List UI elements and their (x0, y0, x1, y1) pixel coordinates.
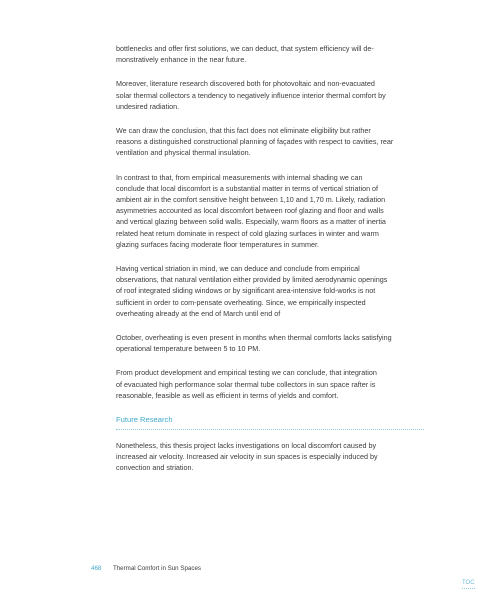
page-footer (91, 565, 201, 573)
paragraph-product-development (116, 367, 434, 401)
text-line: reasons a distinguished constructional planning of façades with respect to cavities, rear (116, 137, 394, 147)
text-line: solar thermal collectors a tendency to negatively influence interior thermal comfort by (116, 90, 386, 100)
text-line: Having vertical striation in mind, we can deduce and conclude from empirical (116, 264, 360, 274)
text-line: convection and striation. (116, 463, 194, 473)
section-divider (116, 429, 424, 430)
text-line: In contrast to that, from empirical measurements with internal shading we can (116, 172, 363, 182)
page-number: 468 (91, 565, 102, 572)
future-research-heading: Future Research (116, 415, 173, 425)
text-line: Nonetheless, this thesis project lacks investigations on local discomfort caused by (116, 441, 377, 451)
text-line: From product development and empirical testing we can conclude, that integration (116, 368, 377, 378)
text-line: overheating already at the end of March until end of (116, 308, 281, 318)
text-line: monstratively enhance in the near future. (116, 55, 247, 65)
text-line: ventilation and physical thermal insulation. (116, 148, 251, 158)
text-line: increased air velocity. Increased air velocity in sun spaces is especially induced by (116, 452, 378, 462)
text-line: glazing surfaces facing moderate floor temperatures in summer. (116, 239, 319, 249)
toc-link[interactable]: TOC (462, 579, 475, 589)
main-content (116, 43, 434, 487)
text-line: ambient air in the comfort sensitive height between 1,10 and 1,70 m. Likely, radiation (116, 195, 386, 205)
text-line: observations, that natural ventilation either provided by limited aerodynamic openings (116, 275, 388, 285)
text-line: of evacuated high performance solar thermal tube collectors in sun space rafter is (116, 379, 376, 389)
paragraph-vertical-striation (116, 263, 434, 319)
text-line: operational temperature between 5 to 10 PM. (116, 344, 261, 354)
paragraph-overheating (116, 332, 434, 354)
text-line: related heat return dominate in respect of cold glazing surfaces in winter and warm (116, 228, 379, 238)
paragraph-future-research (116, 440, 434, 474)
running-title: Thermal Comfort in Sun Spaces (112, 565, 201, 572)
text-line: We can draw the conclusion, that this fact does not eliminate eligibility but rather (116, 126, 371, 136)
text-line: conclude that local discomfort is a substantial matter in terms of vertical striation of (116, 183, 379, 193)
text-line: and vertical glazing between solid walls. Especially, warm floors as a matter of inertia (116, 217, 386, 227)
text-line: reasonable, feasible as well as efficient in terms of yields and comfort. (116, 390, 339, 400)
paragraph-literature-research (116, 78, 434, 112)
text-line: asymmetries accounted as local discomfort between roof glazing and floor and walls (116, 206, 384, 216)
text-line: sufficient in order to com-pensate overheating. Since, we empirically inspected (116, 297, 366, 307)
text-line: undesired radiation. (116, 101, 180, 111)
text-line: of roof integrated sliding windows or by significant area-intensive fold-works is not (116, 286, 376, 296)
text-line: bottlenecks and offer first solutions, we can deduct, that system efficiency will de- (116, 44, 374, 53)
text-line: Moreover, literature research discovered both for photovoltaic and non-evacuated (116, 79, 375, 89)
text-line: October, overheating is even present in months when thermal comforts lacks satisfying (116, 333, 392, 343)
paragraph-empirical-measurements (116, 172, 434, 250)
paragraph-efficiency (116, 43, 434, 65)
paragraph-conclusion-facades (116, 125, 434, 159)
